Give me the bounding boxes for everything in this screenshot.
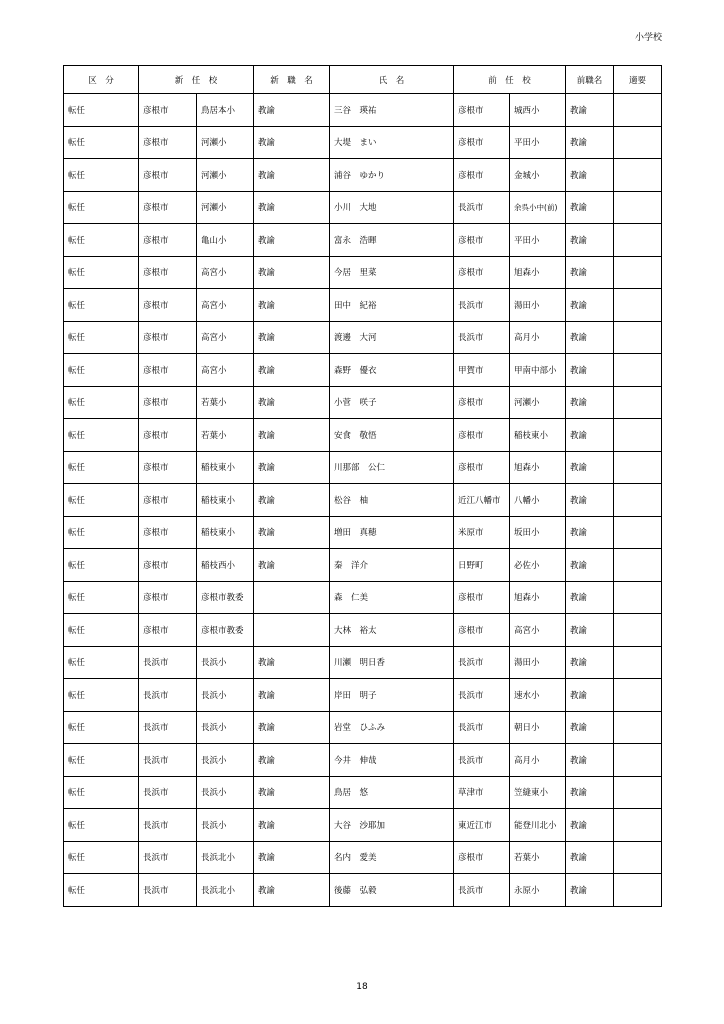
category-cell: 転任 <box>64 321 139 354</box>
prev-school-cell: 旭森小 <box>510 581 566 614</box>
new-position-cell: 教諭 <box>254 516 330 549</box>
notes-cell <box>614 776 662 809</box>
prev-school-cell: 若葉小 <box>510 841 566 874</box>
new-position-cell: 教諭 <box>254 809 330 842</box>
table-body <box>64 94 662 907</box>
notes-cell <box>614 484 662 517</box>
notes-cell <box>614 679 662 712</box>
category-cell: 転任 <box>64 516 139 549</box>
new-city-cell: 長浜市 <box>139 679 197 712</box>
name-cell: 名内 愛美 <box>330 841 454 874</box>
category-cell: 転任 <box>64 289 139 322</box>
header-name: 氏 名 <box>330 66 454 94</box>
prev-position-cell: 教諭 <box>566 191 614 224</box>
new-school-cell: 河瀬小 <box>197 126 254 159</box>
name-cell: 森野 優衣 <box>330 354 454 387</box>
new-city-cell: 彦根市 <box>139 354 197 387</box>
prev-school-cell: 能登川北小 <box>510 809 566 842</box>
prev-city-cell: 彦根市 <box>454 451 510 484</box>
notes-cell <box>614 549 662 582</box>
new-position-cell: 教諭 <box>254 841 330 874</box>
notes-cell <box>614 159 662 192</box>
notes-cell <box>614 94 662 127</box>
name-cell: 大林 裕太 <box>330 614 454 647</box>
new-city-cell: 彦根市 <box>139 581 197 614</box>
category-cell: 転任 <box>64 224 139 257</box>
table-row <box>64 289 662 322</box>
name-cell: 小菅 咲子 <box>330 386 454 419</box>
notes-cell <box>614 646 662 679</box>
prev-position-cell: 教諭 <box>566 614 614 647</box>
prev-position-cell: 教諭 <box>566 809 614 842</box>
name-cell: 川那部 公仁 <box>330 451 454 484</box>
prev-position-cell: 教諭 <box>566 321 614 354</box>
table-row <box>64 646 662 679</box>
table-row <box>64 516 662 549</box>
prev-position-cell: 教諭 <box>566 256 614 289</box>
prev-city-cell: 長浜市 <box>454 744 510 777</box>
table-row <box>64 711 662 744</box>
new-school-cell: 高宮小 <box>197 354 254 387</box>
table-row <box>64 126 662 159</box>
prev-city-cell: 長浜市 <box>454 321 510 354</box>
new-city-cell: 長浜市 <box>139 776 197 809</box>
category-cell: 転任 <box>64 711 139 744</box>
new-school-cell: 彦根市教委 <box>197 581 254 614</box>
category-cell: 転任 <box>64 256 139 289</box>
category-cell: 転任 <box>64 126 139 159</box>
prev-city-cell: 彦根市 <box>454 386 510 419</box>
prev-city-cell: 彦根市 <box>454 126 510 159</box>
new-position-cell: 教諭 <box>254 354 330 387</box>
new-city-cell: 長浜市 <box>139 809 197 842</box>
prev-position-cell: 教諭 <box>566 679 614 712</box>
notes-cell <box>614 256 662 289</box>
new-city-cell: 彦根市 <box>139 94 197 127</box>
prev-city-cell: 彦根市 <box>454 841 510 874</box>
new-school-cell: 稲枝東小 <box>197 484 254 517</box>
prev-school-cell: 高宮小 <box>510 614 566 647</box>
new-city-cell: 彦根市 <box>139 321 197 354</box>
prev-position-cell: 教諭 <box>566 744 614 777</box>
new-position-cell: 教諭 <box>254 874 330 907</box>
name-cell: 岸田 明子 <box>330 679 454 712</box>
new-city-cell: 彦根市 <box>139 614 197 647</box>
new-city-cell: 長浜市 <box>139 841 197 874</box>
name-cell: 渡邊 大河 <box>330 321 454 354</box>
new-city-cell: 彦根市 <box>139 289 197 322</box>
name-cell: 大堤 まい <box>330 126 454 159</box>
new-position-cell: 教諭 <box>254 549 330 582</box>
category-cell: 転任 <box>64 159 139 192</box>
prev-school-cell: 平田小 <box>510 224 566 257</box>
prev-city-cell: 草津市 <box>454 776 510 809</box>
new-city-cell: 彦根市 <box>139 224 197 257</box>
new-school-cell: 長浜小 <box>197 679 254 712</box>
new-position-cell: 教諭 <box>254 159 330 192</box>
prev-position-cell: 教諭 <box>566 549 614 582</box>
notes-cell <box>614 516 662 549</box>
new-school-cell: 長浜北小 <box>197 841 254 874</box>
prev-school-cell: 甲南中部小 <box>510 354 566 387</box>
prev-position-cell: 教諭 <box>566 159 614 192</box>
category-cell: 転任 <box>64 841 139 874</box>
notes-cell <box>614 289 662 322</box>
new-school-cell: 鳥居本小 <box>197 94 254 127</box>
new-school-cell: 彦根市教委 <box>197 614 254 647</box>
table-row <box>64 159 662 192</box>
notes-cell <box>614 841 662 874</box>
prev-position-cell: 教諭 <box>566 516 614 549</box>
prev-position-cell: 教諭 <box>566 776 614 809</box>
table-row <box>64 451 662 484</box>
name-cell: 森 仁美 <box>330 581 454 614</box>
notes-cell <box>614 419 662 452</box>
new-school-cell: 長浜小 <box>197 809 254 842</box>
notes-cell <box>614 386 662 419</box>
table-row <box>64 321 662 354</box>
category-cell: 転任 <box>64 581 139 614</box>
prev-position-cell: 教諭 <box>566 354 614 387</box>
new-school-cell: 若葉小 <box>197 386 254 419</box>
category-cell: 転任 <box>64 451 139 484</box>
new-position-cell: 教諭 <box>254 484 330 517</box>
table-row <box>64 809 662 842</box>
prev-city-cell: 長浜市 <box>454 679 510 712</box>
page-label: 小学校 <box>634 33 662 43</box>
prev-city-cell: 長浜市 <box>454 874 510 907</box>
new-city-cell: 彦根市 <box>139 126 197 159</box>
new-city-cell: 彦根市 <box>139 256 197 289</box>
prev-position-cell: 教諭 <box>566 646 614 679</box>
prev-school-cell: 城西小 <box>510 94 566 127</box>
table-row <box>64 419 662 452</box>
table-row <box>64 94 662 127</box>
new-city-cell: 彦根市 <box>139 159 197 192</box>
category-cell: 転任 <box>64 191 139 224</box>
prev-position-cell: 教諭 <box>566 451 614 484</box>
prev-position-cell: 教諭 <box>566 711 614 744</box>
category-cell: 転任 <box>64 874 139 907</box>
prev-school-cell: 永原小 <box>510 874 566 907</box>
table-row <box>64 224 662 257</box>
table-row <box>64 776 662 809</box>
category-cell: 転任 <box>64 776 139 809</box>
prev-city-cell: 米原市 <box>454 516 510 549</box>
new-position-cell: 教諭 <box>254 451 330 484</box>
new-city-cell: 彦根市 <box>139 419 197 452</box>
category-cell: 転任 <box>64 484 139 517</box>
prev-position-cell: 教諭 <box>566 484 614 517</box>
prev-school-cell: 湯田小 <box>510 289 566 322</box>
new-school-cell: 長浜小 <box>197 776 254 809</box>
new-school-cell: 稲枝東小 <box>197 451 254 484</box>
new-city-cell: 彦根市 <box>139 516 197 549</box>
category-cell: 転任 <box>64 809 139 842</box>
notes-cell <box>614 224 662 257</box>
prev-school-cell: 旭森小 <box>510 256 566 289</box>
new-position-cell: 教諭 <box>254 126 330 159</box>
new-position-cell: 教諭 <box>254 776 330 809</box>
table-row <box>64 744 662 777</box>
prev-position-cell: 教諭 <box>566 419 614 452</box>
name-cell: 秦 洋介 <box>330 549 454 582</box>
table-row <box>64 191 662 224</box>
prev-school-cell: 必佐小 <box>510 549 566 582</box>
prev-position-cell: 教諭 <box>566 94 614 127</box>
new-position-cell: 教諭 <box>254 646 330 679</box>
category-cell: 転任 <box>64 354 139 387</box>
name-cell: 松谷 柚 <box>330 484 454 517</box>
page-number: 18 <box>356 982 368 992</box>
notes-cell <box>614 809 662 842</box>
new-city-cell: 彦根市 <box>139 549 197 582</box>
prev-position-cell: 教諭 <box>566 289 614 322</box>
prev-school-cell: 湯田小 <box>510 646 566 679</box>
name-cell: 今井 伸哉 <box>330 744 454 777</box>
new-city-cell: 長浜市 <box>139 744 197 777</box>
name-cell: 大谷 沙耶加 <box>330 809 454 842</box>
notes-cell <box>614 191 662 224</box>
new-position-cell: 教諭 <box>254 256 330 289</box>
prev-school-cell: 高月小 <box>510 321 566 354</box>
table-row <box>64 386 662 419</box>
category-cell: 転任 <box>64 386 139 419</box>
prev-city-cell: 彦根市 <box>454 256 510 289</box>
prev-school-cell: 高月小 <box>510 744 566 777</box>
new-city-cell: 彦根市 <box>139 191 197 224</box>
notes-cell <box>614 711 662 744</box>
prev-city-cell: 彦根市 <box>454 581 510 614</box>
new-school-cell: 長浜小 <box>197 711 254 744</box>
table-row <box>64 614 662 647</box>
table-row <box>64 484 662 517</box>
notes-cell <box>614 451 662 484</box>
name-cell: 後藤 弘毅 <box>330 874 454 907</box>
new-city-cell: 彦根市 <box>139 451 197 484</box>
notes-cell <box>614 354 662 387</box>
notes-cell <box>614 744 662 777</box>
header-prev-position: 前職名 <box>566 66 614 94</box>
table-row <box>64 581 662 614</box>
table-row <box>64 354 662 387</box>
header-notes: 適要 <box>614 66 662 94</box>
new-school-cell: 稲枝東小 <box>197 516 254 549</box>
new-school-cell: 長浜小 <box>197 646 254 679</box>
category-cell: 転任 <box>64 94 139 127</box>
notes-cell <box>614 581 662 614</box>
new-school-cell: 河瀬小 <box>197 159 254 192</box>
new-school-cell: 若葉小 <box>197 419 254 452</box>
prev-school-cell: 朝日小 <box>510 711 566 744</box>
header-prev-school: 前 任 校 <box>454 66 566 94</box>
table-row <box>64 874 662 907</box>
name-cell: 増田 真穂 <box>330 516 454 549</box>
name-cell: 今居 里菜 <box>330 256 454 289</box>
prev-city-cell: 彦根市 <box>454 159 510 192</box>
category-cell: 転任 <box>64 744 139 777</box>
table-row <box>64 679 662 712</box>
prev-city-cell: 彦根市 <box>454 614 510 647</box>
table-header-row <box>64 66 662 94</box>
prev-school-cell: 金城小 <box>510 159 566 192</box>
notes-cell <box>614 126 662 159</box>
prev-city-cell: 長浜市 <box>454 191 510 224</box>
prev-city-cell: 長浜市 <box>454 289 510 322</box>
notes-cell <box>614 874 662 907</box>
prev-position-cell: 教諭 <box>566 874 614 907</box>
new-position-cell: 教諭 <box>254 419 330 452</box>
new-position-cell <box>254 581 330 614</box>
personnel-table <box>63 65 662 907</box>
prev-school-cell: 平田小 <box>510 126 566 159</box>
prev-city-cell: 長浜市 <box>454 646 510 679</box>
new-city-cell: 長浜市 <box>139 874 197 907</box>
new-city-cell: 彦根市 <box>139 386 197 419</box>
prev-school-cell: 河瀬小 <box>510 386 566 419</box>
prev-school-cell: 余呉小中(前) <box>510 191 566 224</box>
prev-city-cell: 長浜市 <box>454 711 510 744</box>
category-cell: 転任 <box>64 646 139 679</box>
new-school-cell: 長浜北小 <box>197 874 254 907</box>
notes-cell <box>614 614 662 647</box>
table-row <box>64 841 662 874</box>
prev-school-cell: 速水小 <box>510 679 566 712</box>
new-position-cell: 教諭 <box>254 744 330 777</box>
prev-position-cell: 教諭 <box>566 224 614 257</box>
new-school-cell: 亀山小 <box>197 224 254 257</box>
new-city-cell: 長浜市 <box>139 711 197 744</box>
notes-cell <box>614 321 662 354</box>
prev-school-cell: 笠縫東小 <box>510 776 566 809</box>
name-cell: 富永 浩暉 <box>330 224 454 257</box>
new-position-cell: 教諭 <box>254 191 330 224</box>
name-cell: 三谷 瑛祐 <box>330 94 454 127</box>
prev-city-cell: 彦根市 <box>454 224 510 257</box>
prev-school-cell: 八幡小 <box>510 484 566 517</box>
prev-position-cell: 教諭 <box>566 386 614 419</box>
table-row <box>64 549 662 582</box>
name-cell: 小川 大地 <box>330 191 454 224</box>
new-position-cell: 教諭 <box>254 289 330 322</box>
header-category: 区 分 <box>64 66 139 94</box>
prev-city-cell: 日野町 <box>454 549 510 582</box>
new-position-cell <box>254 614 330 647</box>
prev-school-cell: 稲枝東小 <box>510 419 566 452</box>
name-cell: 安食 敬悟 <box>330 419 454 452</box>
name-cell: 岩堂 ひふみ <box>330 711 454 744</box>
name-cell: 鳥居 悠 <box>330 776 454 809</box>
new-position-cell: 教諭 <box>254 386 330 419</box>
name-cell: 浦谷 ゆかり <box>330 159 454 192</box>
category-cell: 転任 <box>64 549 139 582</box>
name-cell: 川瀬 明日香 <box>330 646 454 679</box>
new-position-cell: 教諭 <box>254 224 330 257</box>
prev-city-cell: 彦根市 <box>454 419 510 452</box>
new-position-cell: 教諭 <box>254 321 330 354</box>
name-cell: 田中 紀裕 <box>330 289 454 322</box>
prev-city-cell: 近江八幡市 <box>454 484 510 517</box>
new-city-cell: 彦根市 <box>139 484 197 517</box>
new-position-cell: 教諭 <box>254 711 330 744</box>
new-school-cell: 長浜小 <box>197 744 254 777</box>
category-cell: 転任 <box>64 679 139 712</box>
new-position-cell: 教諭 <box>254 94 330 127</box>
new-position-cell: 教諭 <box>254 679 330 712</box>
prev-school-cell: 旭森小 <box>510 451 566 484</box>
category-cell: 転任 <box>64 419 139 452</box>
category-cell: 転任 <box>64 614 139 647</box>
new-school-cell: 高宮小 <box>197 321 254 354</box>
new-city-cell: 長浜市 <box>139 646 197 679</box>
prev-position-cell: 教諭 <box>566 841 614 874</box>
prev-position-cell: 教諭 <box>566 581 614 614</box>
prev-city-cell: 東近江市 <box>454 809 510 842</box>
new-school-cell: 高宮小 <box>197 289 254 322</box>
new-school-cell: 稲枝西小 <box>197 549 254 582</box>
header-new-position: 新 職 名 <box>254 66 330 94</box>
new-school-cell: 河瀬小 <box>197 191 254 224</box>
prev-position-cell: 教諭 <box>566 126 614 159</box>
table-row <box>64 256 662 289</box>
new-school-cell: 高宮小 <box>197 256 254 289</box>
header-new-school: 新 任 校 <box>139 66 254 94</box>
prev-city-cell: 甲賀市 <box>454 354 510 387</box>
prev-school-cell: 坂田小 <box>510 516 566 549</box>
prev-city-cell: 彦根市 <box>454 94 510 127</box>
